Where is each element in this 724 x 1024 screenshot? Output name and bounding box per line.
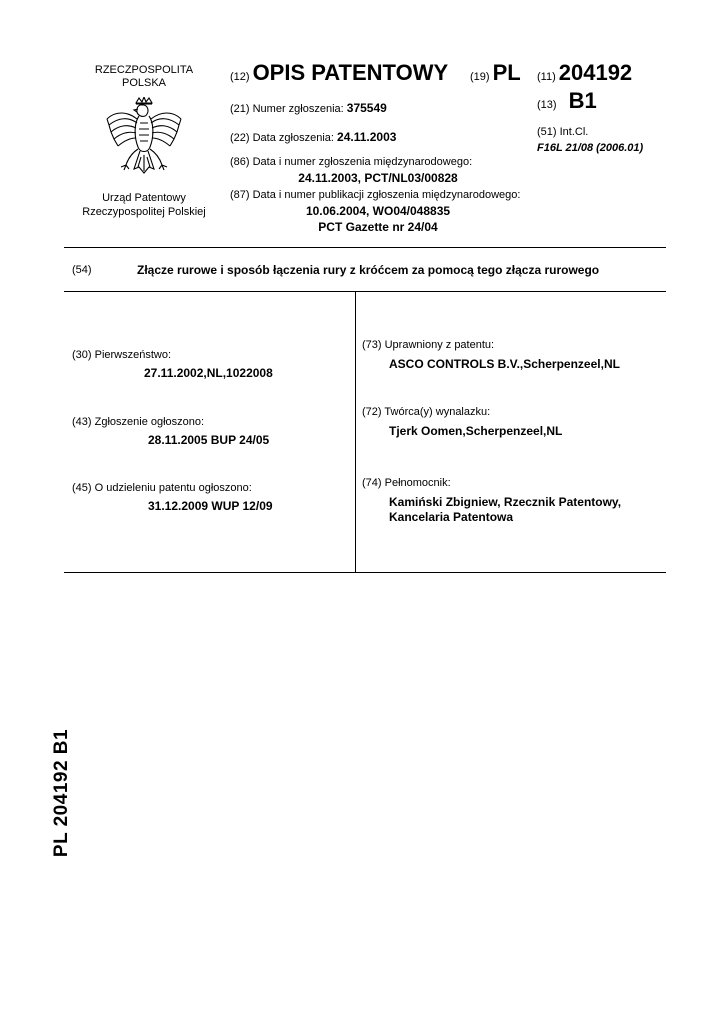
office-line2: Rzeczypospolitej Polskiej bbox=[82, 206, 206, 218]
app-number-label: (21) Numer zgłoszenia: bbox=[230, 103, 344, 115]
polish-eagle-emblem bbox=[103, 97, 185, 189]
side-patent-label bbox=[47, 718, 77, 868]
intl-pub-value2: PCT Gazette nr 24/04 bbox=[318, 220, 438, 234]
intl-pub-label: (87) Data i numer publikacji zgłoszenia międzynarodowego: bbox=[230, 189, 521, 201]
attorney-label: (74) Pełnomocnik: bbox=[362, 477, 451, 489]
patent-number-row bbox=[537, 60, 632, 90]
app-number: 375549 bbox=[346, 101, 387, 115]
doc-title: OPIS PATENTOWY bbox=[252, 60, 449, 85]
announce-value: 28.11.2005 BUP 24/05 bbox=[148, 433, 270, 447]
filing-date-label: (22) Data zgłoszenia: bbox=[230, 132, 334, 144]
side-patent-text: PL 204192 B1 bbox=[51, 728, 72, 858]
rule-top bbox=[64, 247, 666, 248]
rule-title-bottom bbox=[64, 291, 666, 292]
holder-label: (73) Uprawniony z patentu: bbox=[362, 339, 495, 351]
grant-label: (45) O udzieleniu patentu ogłoszono: bbox=[72, 482, 252, 494]
filing-date-row bbox=[230, 130, 396, 144]
inventor-value: Tjerk Oomen,Scherpenzeel,NL bbox=[389, 424, 563, 438]
country-code: PL bbox=[492, 60, 521, 85]
intl-app-label: (86) Data i numer zgłoszenia międzynarodowego: bbox=[230, 156, 473, 168]
announce-label: (43) Zgłoszenie ogłoszono: bbox=[72, 416, 205, 428]
filing-date: 24.11.2003 bbox=[337, 130, 397, 144]
intcl-label: (51) Int.Cl. bbox=[537, 126, 589, 138]
rule-bottom bbox=[64, 572, 666, 573]
eagle-icon bbox=[103, 97, 185, 189]
country-code-row bbox=[470, 60, 521, 90]
code-13: (13) bbox=[537, 99, 557, 111]
inventor-label: (72) Twórca(y) wynalazku: bbox=[362, 406, 491, 418]
attorney-value1: Kamiński Zbigniew, Rzecznik Patentowy, bbox=[389, 495, 622, 509]
code-12: (12) bbox=[230, 71, 250, 83]
code-11: (11) bbox=[537, 71, 556, 83]
office-line1: Urząd Patentowy bbox=[102, 192, 186, 204]
title-code: (54) bbox=[72, 264, 92, 276]
country-name bbox=[80, 64, 208, 90]
patent-number: 204192 bbox=[558, 60, 633, 85]
kind-row bbox=[537, 88, 597, 118]
code-19: (19) bbox=[470, 71, 490, 83]
column-divider bbox=[355, 291, 356, 572]
grant-value: 31.12.2009 WUP 12/09 bbox=[148, 499, 273, 513]
priority-label: (30) Pierwszeństwo: bbox=[72, 349, 172, 361]
priority-value: 27.11.2002,NL,1022008 bbox=[144, 366, 273, 380]
doc-title-row bbox=[230, 60, 448, 90]
invention-title: Złącze rurowe i sposób łączenia rury z króćcem za pomocą tego złącza rurowego bbox=[137, 263, 600, 277]
intcl-value: F16L 21/08 (2006.01) bbox=[537, 142, 644, 154]
attorney-value2: Kancelaria Patentowa bbox=[389, 510, 514, 524]
intl-app-value: 24.11.2003, PCT/NL03/00828 bbox=[298, 171, 458, 185]
country-line2: POLSKA bbox=[121, 77, 167, 89]
kind-code: B1 bbox=[568, 88, 597, 113]
app-number-row bbox=[230, 101, 387, 115]
patent-office-name bbox=[64, 191, 224, 219]
intl-pub-value1: 10.06.2004, WO04/048835 bbox=[305, 204, 451, 218]
holder-value: ASCO CONTROLS B.V.,Scherpenzeel,NL bbox=[389, 357, 620, 371]
country-line1: RZECZPOSPOLITA bbox=[94, 64, 194, 76]
